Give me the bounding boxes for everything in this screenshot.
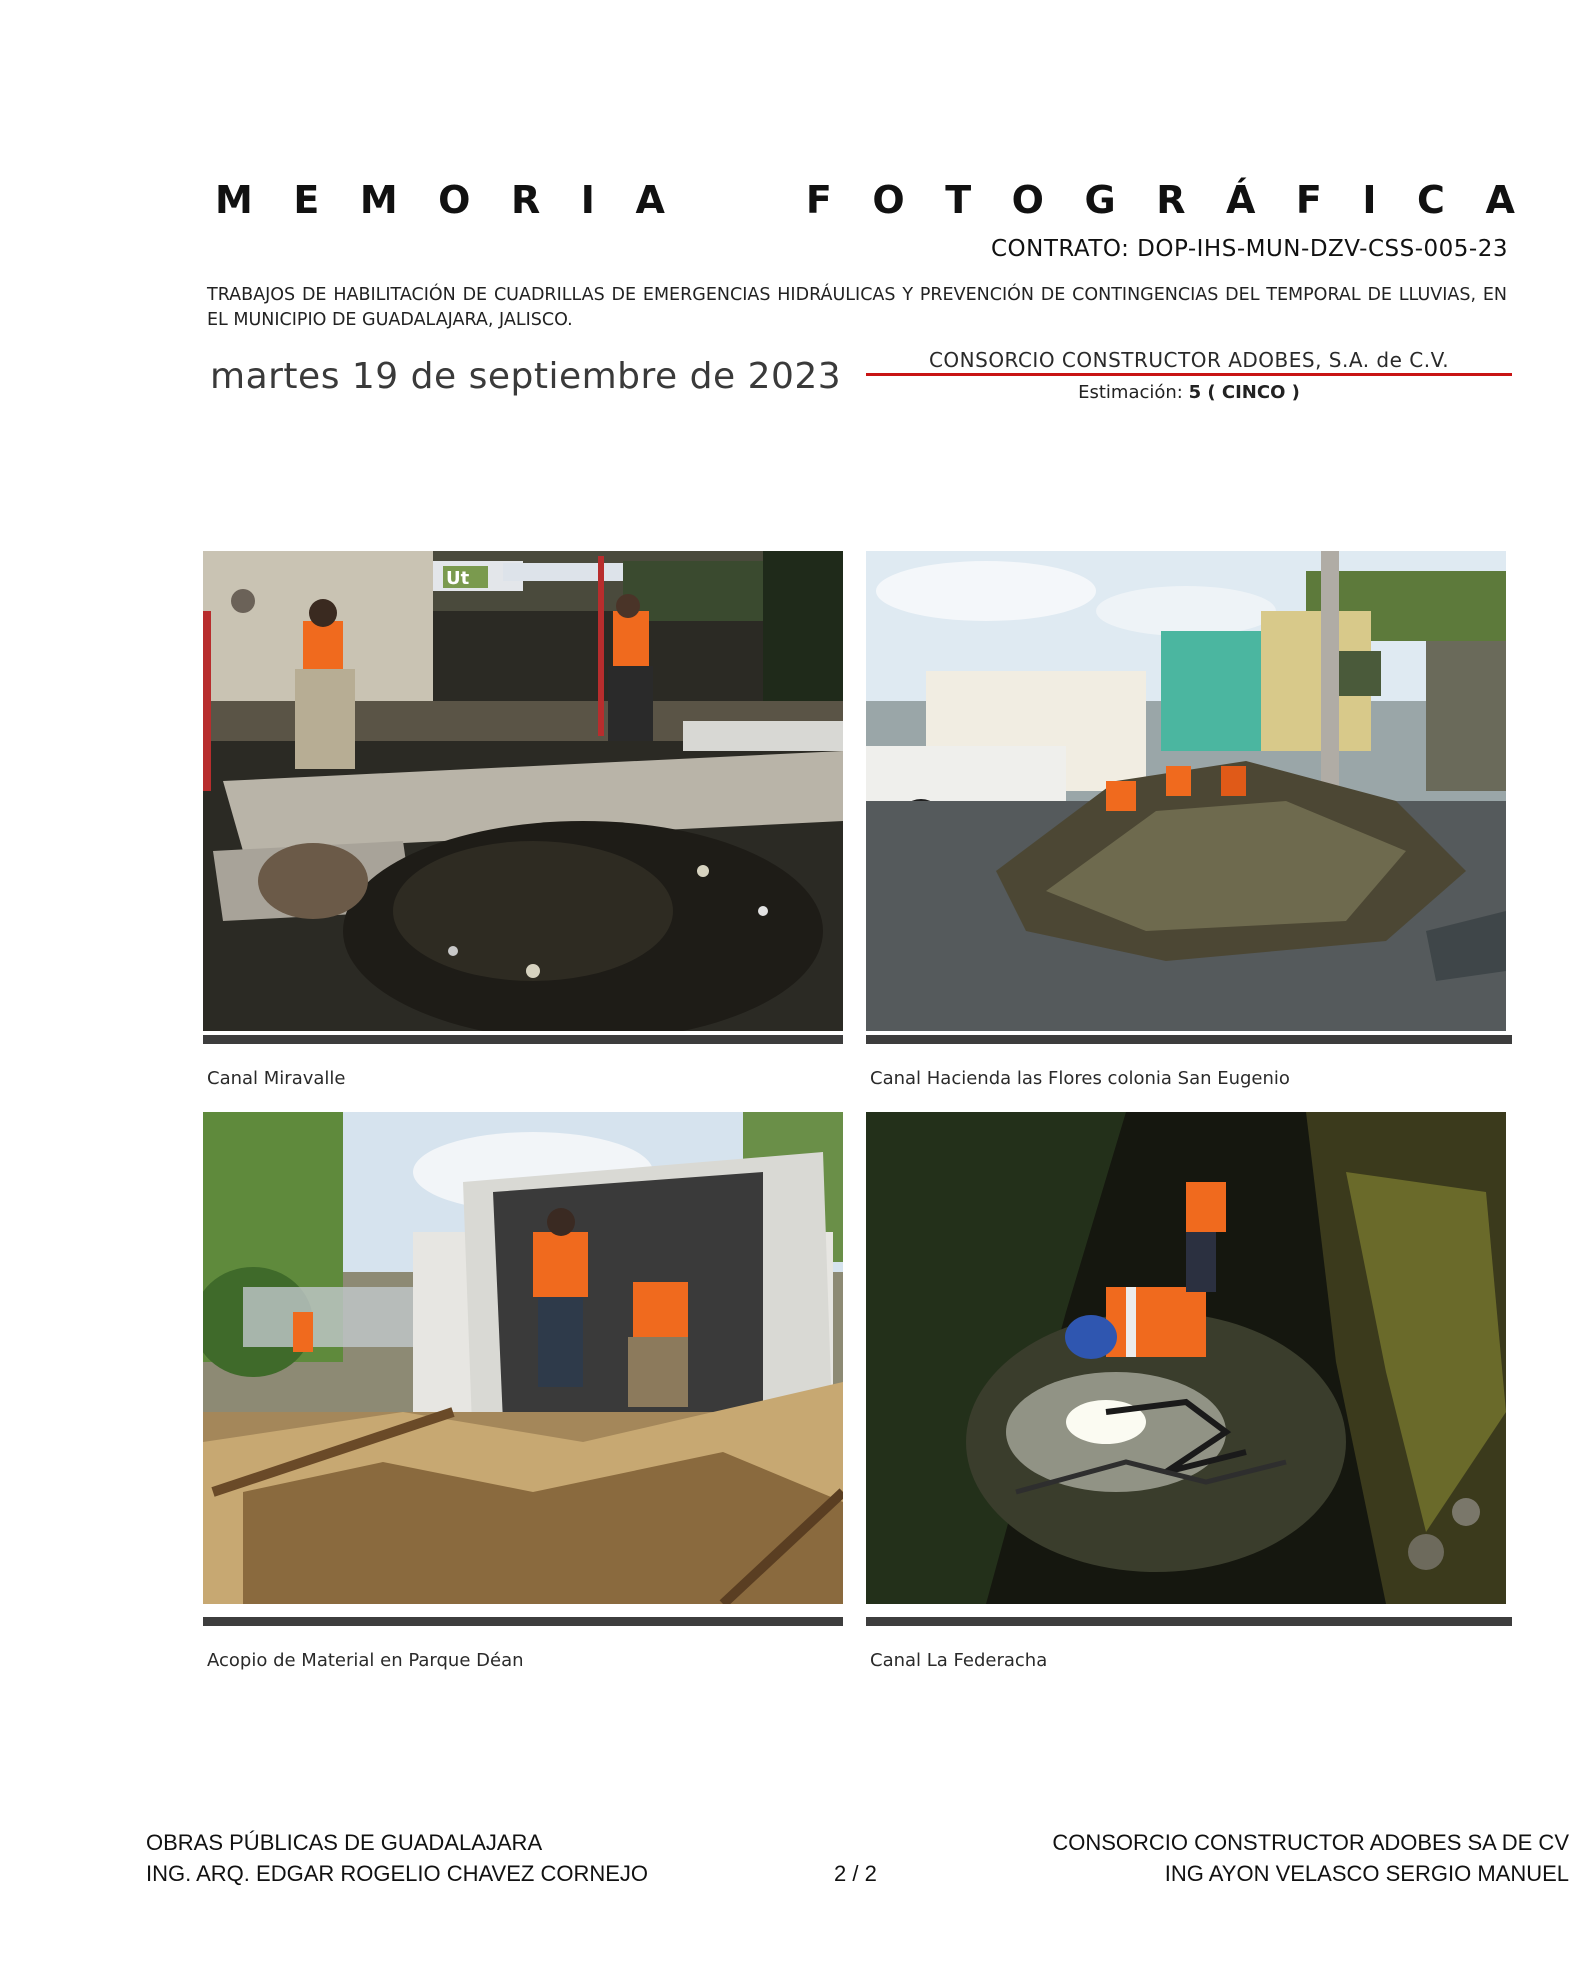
page-number: 2 / 2 [834, 1861, 877, 1886]
footer-left [146, 1827, 648, 1889]
title-letter: M [215, 178, 253, 222]
estimation [866, 382, 1512, 403]
estimation-label: Estimación: [1078, 382, 1183, 403]
title-letter: C [1417, 178, 1445, 222]
photo-bar [866, 1617, 1512, 1626]
estimation-value: 5 ( CINCO ) [1188, 382, 1300, 403]
footer-left-line1: OBRAS PÚBLICAS DE GUADALAJARA [146, 1830, 543, 1855]
title-letter: M [359, 178, 398, 222]
photo-caption: Acopio de Material en Parque Déan [207, 1650, 524, 1671]
photo-canal-la-federacha [866, 1112, 1506, 1604]
title-letter: T [945, 178, 972, 222]
page-title [215, 178, 1515, 222]
company-underline [866, 373, 1512, 376]
title-letter: I [580, 178, 595, 222]
title-letter: O [872, 178, 905, 222]
title-letter: E [293, 178, 320, 222]
photo-canal-hacienda-las-flores [866, 551, 1506, 1031]
title-letter: O [1011, 178, 1044, 222]
title-letter: F [805, 178, 832, 222]
title-letter: G [1084, 178, 1116, 222]
title-gap [705, 178, 765, 222]
footer-right [1052, 1827, 1569, 1889]
footer-left-line2: ING. ARQ. EDGAR ROGELIO CHAVEZ CORNEJO [146, 1861, 649, 1886]
title-letter: O [438, 178, 471, 222]
title-letter: I [1362, 178, 1377, 222]
report-date: martes 19 de septiembre de 2023 [210, 356, 842, 397]
photo-caption: Canal Miravalle [207, 1068, 346, 1089]
photo-caption: Canal Hacienda las Flores colonia San Eugenio [870, 1068, 1290, 1089]
title-letter: A [635, 178, 665, 222]
company-name: CONSORCIO CONSTRUCTOR ADOBES, S.A. de C.V. [928, 348, 1450, 372]
title-letter: Á [1225, 178, 1256, 222]
title-letter: R [1156, 178, 1186, 222]
title-letter: F [1295, 178, 1322, 222]
title-letter: R [511, 178, 541, 222]
photo-bar [203, 1035, 843, 1044]
sign-text: Ut [446, 568, 470, 589]
photo-bar [203, 1617, 843, 1626]
photo-caption: Canal La Federacha [870, 1650, 1048, 1671]
photo-acopio-parque-dean [203, 1112, 843, 1604]
photo-canal-miravalle [203, 551, 843, 1031]
contract-number: CONTRATO: DOP-IHS-MUN-DZV-CSS-005-23 [990, 236, 1508, 262]
footer-right-line2: ING AYON VELASCO SERGIO MANUEL [1164, 1861, 1569, 1886]
work-description: TRABAJOS DE HABILITACIÓN DE CUADRILLAS DE EMERGENCIAS HIDRÁULICAS Y PREVENCIÓN DE CONTINGENCIAS DEL TEMPORAL DE LLUVIAS, EN EL MUNICIPIO DE GUADALAJARA, JALISCO. [207, 285, 1507, 330]
footer-right-line1: CONSORCIO CONSTRUCTOR ADOBES SA DE CV [1052, 1830, 1569, 1855]
title-letter: A [1485, 178, 1515, 222]
photo-bar [866, 1035, 1512, 1044]
